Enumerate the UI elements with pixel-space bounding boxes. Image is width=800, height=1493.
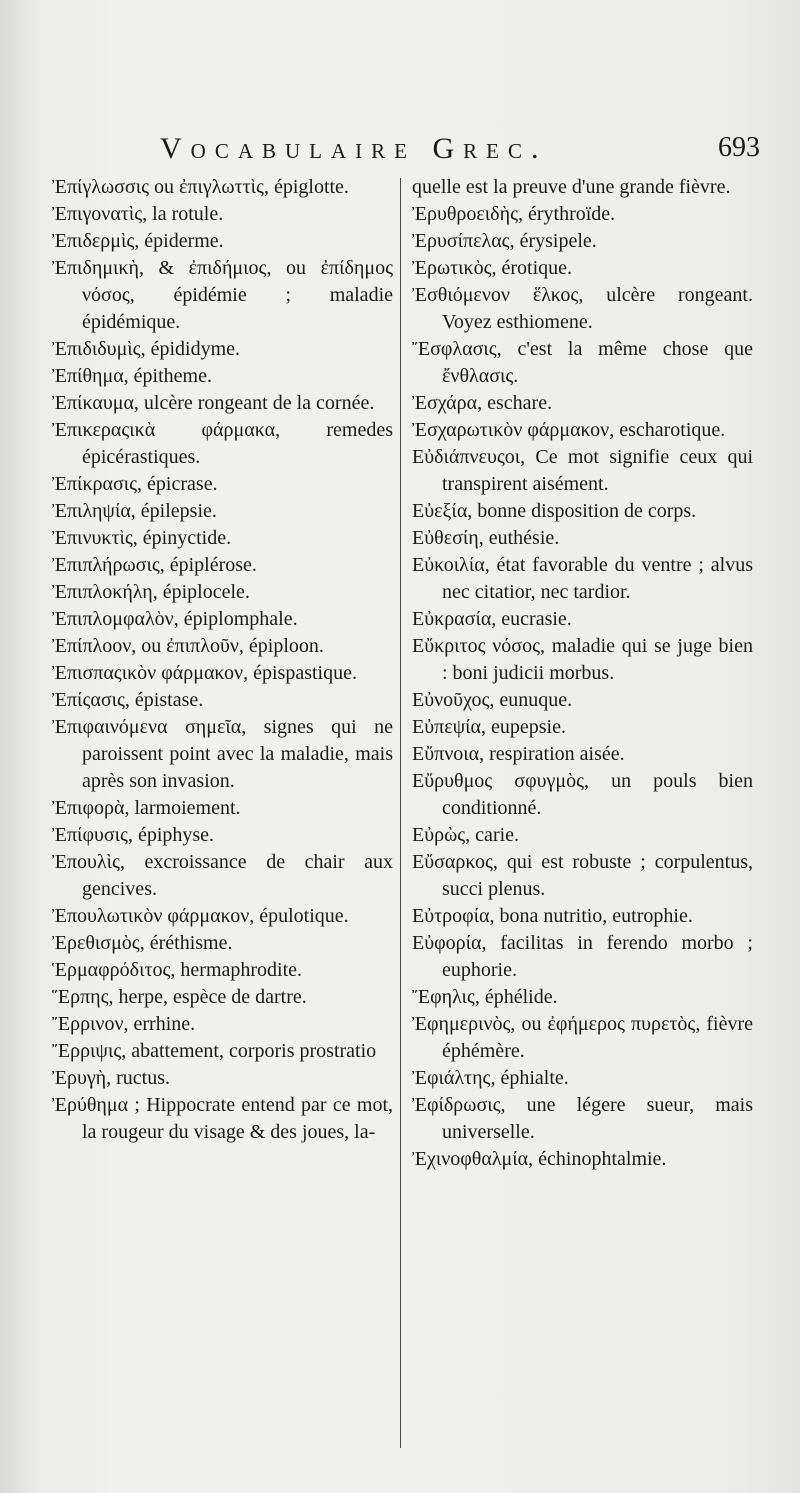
dictionary-entry: Ἐρυθροειδὴς, érythroïde.: [412, 203, 616, 225]
dictionary-entry: Εὐδιάπνευςοι, Ce mot signifie ceux qui transpirent aisément.: [412, 446, 753, 495]
running-header: [160, 128, 760, 168]
right-column: [408, 174, 753, 1173]
dictionary-entry: Ἐπικεραςικὰ φάρμακα, remedes épicérastiques.: [52, 419, 393, 468]
dictionary-entry: Ἐπιδερμὶς, épiderme.: [52, 230, 224, 252]
dictionary-entry: Ἔρρινον, errhine.: [52, 1013, 196, 1035]
dictionary-entry: Ἐπίκαυμα, ulcère rongeant de la cornée.: [52, 392, 375, 414]
dictionary-entry: Ἑρμαφρόδιτος, hermaphrodite.: [52, 959, 303, 981]
dictionary-entry: Εὐνοῦχος, eunuque.: [412, 689, 573, 711]
dictionary-entry: Ἐπιδιδυμὶς, épididyme.: [52, 338, 241, 360]
running-title: Vocabulaire Grec.: [160, 132, 548, 165]
dictionary-entry: Εὔπνοια, respiration aisée.: [412, 743, 625, 765]
dictionary-entry: Ἐπισπαςικὸν φάρμακον, épispastique.: [52, 662, 357, 684]
dictionary-entry: Ἐπιπλομφαλὸν, épiplomphale.: [52, 608, 298, 630]
dictionary-entry: Εὐκοιλία, état favorable du ventre ; alvus nec citatior, nec tardior.: [412, 554, 753, 603]
dictionary-entry: Ἔφηλις, éphélide.: [412, 986, 558, 1008]
dictionary-entry: Εὔκριτος νόσος, maladie qui se juge bien : boni judicii morbus.: [412, 635, 753, 684]
dictionary-entry: Ἐπιδημικὴ, & ἐπιδήμιος, ou ἐπίδημος νόσος, épidémie ; maladie épidémique.: [52, 257, 393, 333]
dictionary-entry: Ἐπίφυσις, épiphyse.: [52, 824, 215, 846]
dictionary-entry: Ἐπουλωτικὸν φάρμακον, épulotique.: [52, 905, 349, 927]
dictionary-entry: Ἐπιληψία, épilepsie.: [52, 500, 217, 522]
dictionary-entry: Ἐπουλὶς, excroissance de chair aux gencives.: [52, 851, 393, 900]
dictionary-entry: Εὐεξία, bonne disposition de corps.: [412, 500, 697, 522]
dictionary-entry: Ἐφιάλτης, éphialte.: [412, 1067, 569, 1089]
dictionary-entry: Ἐπιγονατὶς, la rotule.: [52, 203, 224, 225]
dictionary-entry: Ἐπιφορὰ, larmoiement.: [52, 797, 241, 819]
dictionary-entry: Εὐθεσίη, euthésie.: [412, 527, 560, 549]
dictionary-entry: Ἐρυσίπελας, érysipele.: [412, 230, 597, 252]
dictionary-entry: Εὐκρασία, eucrasie.: [412, 608, 572, 630]
dictionary-entry: Εὔσαρκος, qui est robuste ; corpulentus, succi plenus.: [412, 851, 753, 900]
dictionary-entry: Ἐπιφαινόμενα σημεῖα, signes qui ne paroissent point avec la maladie, mais après son invasion.: [52, 716, 393, 792]
dictionary-entry: Ἔσφλασις, c'est la même chose que ἔνθλασις.: [412, 338, 753, 387]
dictionary-entry: Ἐπίκρασις, épicrase.: [52, 473, 218, 495]
dictionary-entry: Ἐχινοφθαλμία, échinophtalmie.: [412, 1148, 667, 1170]
dictionary-entry: Ἐφημερινὸς, ou ἐφήμερος πυρετὸς, fièvre éphémère.: [412, 1013, 753, 1062]
dictionary-entry: Ἐπίςασις, épistase.: [52, 689, 204, 711]
column-divider: [400, 178, 401, 1448]
dictionary-entry: Ἔρριψις, abattement, corporis prostratio: [52, 1040, 377, 1062]
dictionary-entry: Ἐσχάρα, eschare.: [412, 392, 553, 414]
dictionary-entry: Ἐρωτικὸς, érotique.: [412, 257, 573, 279]
dictionary-entry: Ἐπίθημα, épitheme.: [52, 365, 212, 387]
dictionary-entry: Ἐφίδρωσις, une légere sueur, mais universelle.: [412, 1094, 753, 1143]
dictionary-entry: Εὐρὼς, carie.: [412, 824, 520, 846]
dictionary-entry: Ἐπιπλοκήλη, épiplocele.: [52, 581, 250, 603]
dictionary-entry: Ἐσθιόμενον ἕλκος, ulcère rongeant. Voyez esthiomene.: [412, 284, 753, 333]
dictionary-entry: Εὐτροφία, bona nutritio, eutrophie.: [412, 905, 693, 927]
dictionary-entry: Εὐπεψία, eupepsie.: [412, 716, 566, 738]
dictionary-entry: Εὐφορία, facilitas in ferendo morbo ; euphorie.: [412, 932, 753, 981]
page-number: 693: [718, 132, 760, 163]
dictionary-entry: Ἐπιπλήρωσις, épiplérose.: [52, 554, 257, 576]
dictionary-entry: Ἕρπης, herpe, espèce de dartre.: [52, 986, 307, 1008]
dictionary-entry: quelle est la preuve d'une grande fièvre.: [412, 176, 731, 198]
dictionary-entry: Ἐπινυκτὶς, épinyctide.: [52, 527, 232, 549]
dictionary-entry: Ἐπίγλωσσις ou ἐπιγλωττὶς, épiglotte.: [52, 176, 349, 198]
dictionary-entry: Ἐπίπλοον, ou ἐπιπλοῦν, épiploon.: [52, 635, 324, 657]
dictionary-entry: Εὔρυθμος σφυγμὸς, un pouls bien conditionné.: [412, 770, 753, 819]
dictionary-entry: Ἐρύθημα ; Hippocrate entend par ce mot, la rougeur du visage & des joues, la-: [52, 1094, 393, 1143]
left-column: [48, 174, 393, 1146]
dictionary-entry: Ἐσχαρωτικὸν φάρμακον, escharotique.: [412, 419, 726, 441]
dictionary-entry: Ἐρεθισμὸς, éréthisme.: [52, 932, 233, 954]
dictionary-entry: Ἐρυγὴ, ructus.: [52, 1067, 171, 1089]
